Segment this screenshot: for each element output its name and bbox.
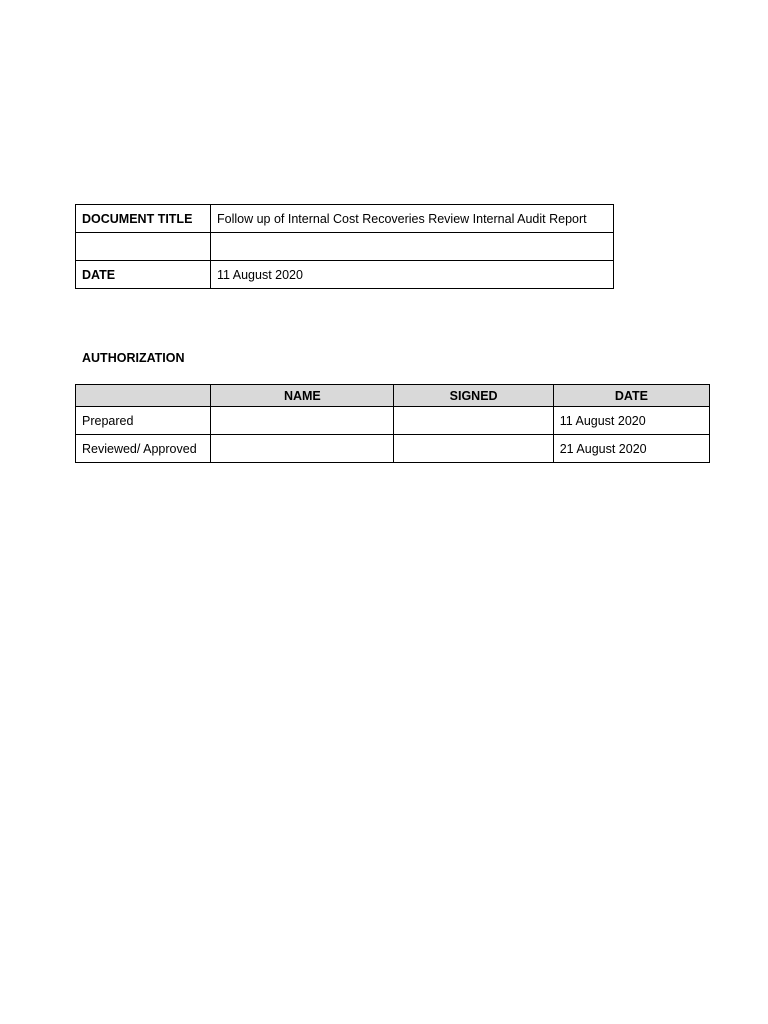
table-row bbox=[76, 435, 710, 463]
role-cell: Reviewed/ Approved bbox=[76, 435, 211, 463]
authorization-table bbox=[75, 384, 710, 463]
document-title-value: Follow up of Internal Cost Recoveries Review Internal Audit Report bbox=[211, 205, 614, 233]
table-row bbox=[76, 205, 614, 233]
table-row bbox=[76, 407, 710, 435]
role-cell: Prepared bbox=[76, 407, 211, 435]
table-header-row bbox=[76, 385, 710, 407]
signed-cell bbox=[394, 435, 553, 463]
name-cell bbox=[211, 435, 394, 463]
column-header-name: NAME bbox=[211, 385, 394, 407]
table-row bbox=[76, 233, 614, 261]
date-label: DATE bbox=[76, 261, 211, 289]
table-row bbox=[76, 261, 614, 289]
authorization-heading: AUTHORIZATION bbox=[82, 351, 185, 365]
date-value: 11 August 2020 bbox=[211, 261, 614, 289]
column-header-role bbox=[76, 385, 211, 407]
date-cell: 11 August 2020 bbox=[553, 407, 709, 435]
document-info-table bbox=[75, 204, 614, 289]
signed-cell bbox=[394, 407, 553, 435]
date-cell: 21 August 2020 bbox=[553, 435, 709, 463]
column-header-signed: SIGNED bbox=[394, 385, 553, 407]
empty-value-cell bbox=[211, 233, 614, 261]
empty-label-cell bbox=[76, 233, 211, 261]
document-title-label: DOCUMENT TITLE bbox=[76, 205, 211, 233]
column-header-date: DATE bbox=[553, 385, 709, 407]
name-cell bbox=[211, 407, 394, 435]
